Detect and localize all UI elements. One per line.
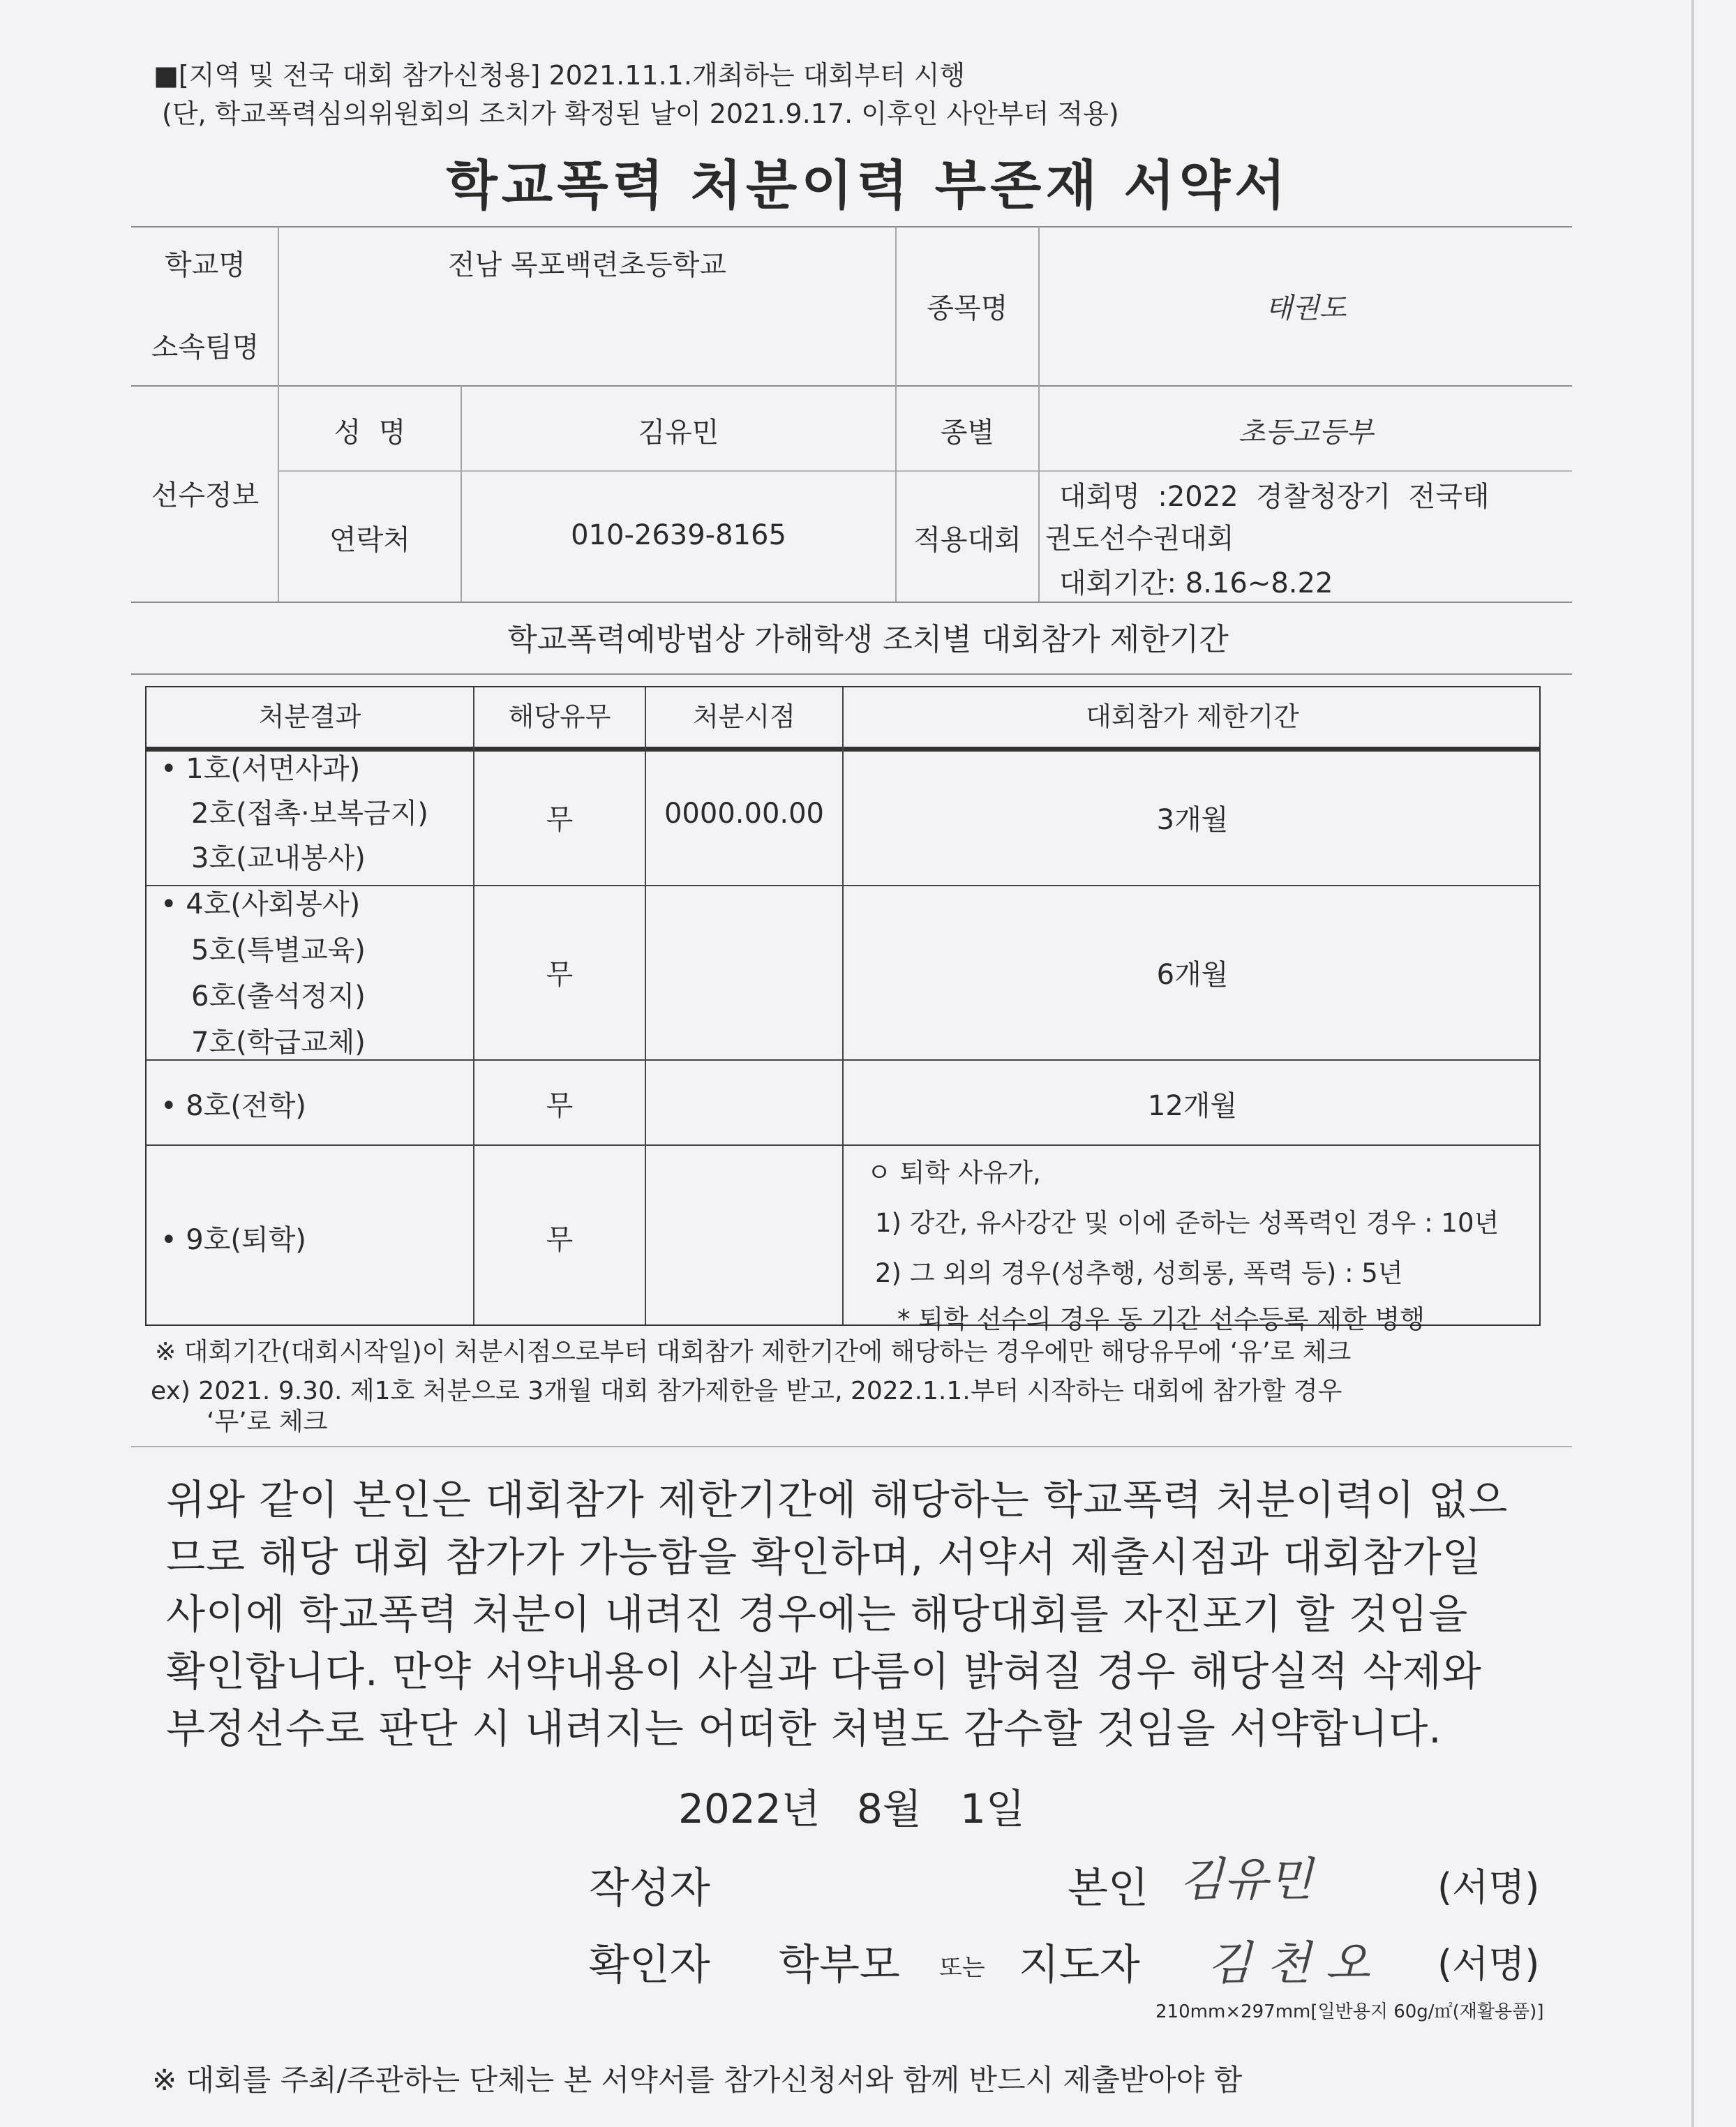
competition-label: 적용대회 [913,524,1022,556]
header-line-1 [154,54,965,96]
row-divider-3 [147,1144,1539,1146]
pledge-line-2: 므로 해당 대회 참가가 가능함을 확인하며, 서약서 제출시점과 대회참가일 [166,1533,1482,1581]
contact-value: 010-2639-8165 [571,519,786,551]
notes-bottom-border [131,1446,1572,1447]
list-item: 3호(교내봉사) [191,842,366,874]
table-row [160,881,366,1066]
note-1: ※ 대회기간(대회시작일)이 처분시점으로부터 대회참가 제한기간에 해당하는 경우에만 해당유무에 ‘유’로 체크 [155,1338,1352,1366]
category-label: 종별 [940,417,995,449]
pledge-line-3: 사이에 학교폭력 처분이 내려진 경우에는 해당대회를 자진포기 할 것임을 [166,1590,1469,1638]
row4-period-text [858,1148,1499,1341]
team-label: 소속팀명 [151,331,260,364]
name-value: 김유민 [638,417,719,449]
info-top-border [131,226,1572,227]
player-info-label: 선수정보 [151,479,260,512]
list-item: • 4호(사회봉사) [160,888,361,920]
coach-label: 지도자 [1019,1941,1140,1990]
header-line-2: (단, 학교폭력심의위원회의 조치가 확정된 날이 2021.9.17. 이후인 사안부터 적용) [162,98,1119,129]
row1-applicable: 무 [546,804,574,836]
page-edge [1691,0,1694,2127]
competition-line-1: 대회명 :2022 경찰청장기 전국태 [1059,481,1490,513]
row1-period: 3개월 [1156,804,1229,836]
writer-label: 작성자 [589,1864,710,1913]
row3-period: 12개월 [1147,1090,1238,1122]
expulsion-reason-heading: ㅇ 퇴학 사유가, [867,1158,1041,1188]
col-divider-3 [842,687,844,1324]
list-item: • 8호(전학) [160,1090,306,1122]
pledge-line-4: 확인합니다. 만약 서약내용이 사실과 다름이 밝혀질 경우 해당실적 삭제와 [166,1648,1482,1695]
confirmer-signature: 김 천 오 [1207,1936,1370,1990]
row2-period: 6개월 [1156,959,1229,991]
self-label: 본인 [1068,1864,1148,1913]
list-item: 7호(학급교체) [191,1027,366,1059]
or-label: 또는 [939,1954,985,1982]
row3-applicable: 무 [546,1090,574,1122]
table-subtitle: 학교폭력예방법상 가해학생 조치별 대회참가 제한기간 [507,622,1229,657]
row1-date: 0000.00.00 [664,798,825,830]
row2-applicable: 무 [546,959,574,991]
competition-period: 대회기간: 8.16~8.22 [1059,567,1333,599]
school-value: 전남 목포백련초등학교 [447,249,727,281]
header-period: 대회참가 제한기간 [1086,701,1299,732]
list-item: • 1호(서면사과) [160,753,361,785]
self-signature: 김유민 [1179,1853,1313,1906]
note-2: ex) 2021. 9.30. 제1호 처분으로 3개월 대회 참가제한을 받고, 2022.1.1.부터 시작하는 대회에 참가할 경우 [151,1377,1342,1405]
note-3: ‘무’로 체크 [207,1408,328,1436]
date-day: 1일 [960,1785,1025,1833]
pledge-line-1: 위와 같이 본인은 대회참가 제한기간에 해당하는 학교폭력 처분이력이 없으 [166,1476,1509,1523]
subtitle-bottom-border [131,673,1572,675]
col-divider-2 [645,687,646,1324]
table-row [160,1218,306,1257]
document-title: 학교폭력 처분이력 부존재 서약서 [446,154,1290,216]
name-label: 성 명 [334,417,406,449]
info-bottom-border [131,602,1572,603]
date-year: 2022년 [678,1785,821,1833]
table-row [160,1084,306,1124]
list-item: 6호(출석정지) [191,980,366,1013]
competition-line-2: 권도선수권대회 [1045,523,1234,555]
sport-label: 종목명 [927,292,1008,324]
school-label: 학교명 [165,249,246,281]
pledge-paragraph [166,1471,1576,1757]
category-value: 초등고등부 [1238,417,1374,449]
header-applicable: 해당유무 [508,701,611,732]
sport-value: 태권도 [1265,292,1347,324]
footer-note: ※ 대회를 주최/주관하는 단체는 본 서약서를 참가신청서와 함께 반드시 제출받아야 함 [152,2063,1243,2097]
info-inner-border [278,470,1572,472]
header-date: 처분시점 [693,701,795,732]
parent-label: 학부모 [779,1941,900,1990]
list-item: • 9호(퇴학) [160,1224,306,1256]
sign-mark-2: (서명) [1437,1942,1540,1986]
table-row [160,747,428,881]
row4-applicable: 무 [546,1224,574,1256]
paper-spec: 210mm×297mm[일반용지 60g/㎡(재활용품)] [1155,2001,1544,2022]
info-mid-border [131,385,1572,387]
list-item: 5호(특별교육) [191,934,366,967]
expulsion-reason-2: 2) 그 외의 경우(성추행, 성희롱, 폭력 등) : 5년 [875,1258,1403,1288]
date-month: 8월 [857,1785,922,1833]
header-line-1-text: [지역 및 전국 대회 참가신청용] 2021.11.1.개최하는 대회부터 시행 [178,60,966,91]
expulsion-note: * 퇴학 선수의 경우 동 기간 선수등록 제한 병행 [897,1304,1425,1334]
sign-mark-1: (서명) [1437,1865,1540,1909]
expulsion-reason-1: 1) 강간, 유사강간 및 이에 준하는 성폭력인 경우 : 10년 [875,1208,1499,1238]
contact-label: 연락처 [329,524,410,556]
confirmer-label: 확인자 [589,1941,710,1990]
square-bullet-icon: ■ [154,60,179,91]
list-item: 2호(접촉·보복금지) [191,798,428,830]
restriction-table [145,686,1541,1334]
pledge-line-5: 부정선수로 판단 시 내려지는 어떠한 처벌도 감수할 것임을 서약합니다. [166,1705,1442,1752]
header-result: 처분결과 [258,701,361,732]
